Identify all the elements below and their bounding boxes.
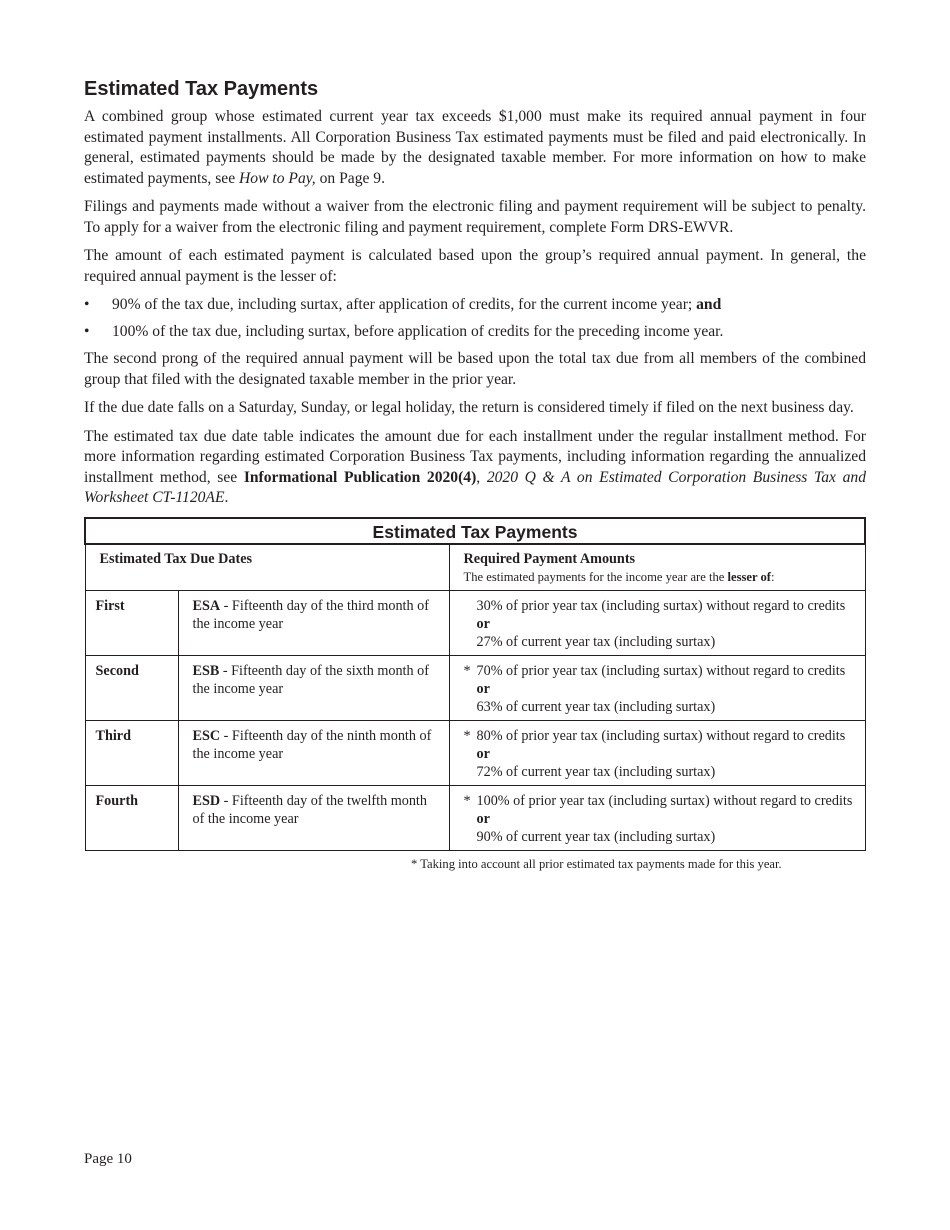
list-item-text: 90% of the tax due, including surtax, after application of credits, for the current income year;: [112, 296, 697, 313]
list-item-bold: and: [696, 296, 722, 313]
footnote-marker: *: [463, 662, 471, 679]
paragraph-required-payment: The amount of each estimated payment is calculated based upon the group’s required annual payment. In general, the required annual payment is the lesser of:: [84, 247, 866, 285]
paragraph-due-date: If the due date falls on a Saturday, Sunday, or legal holiday, the return is considered timely if filed on the next business day.: [84, 399, 854, 416]
subtitle-text: The estimated payments for the income year are the: [463, 569, 728, 584]
paragraph-text: on Page 9.: [315, 169, 385, 187]
installment-code: ESD: [192, 792, 221, 809]
paragraph-waiver: Filings and payments made without a waiver from the electronic filing and payment requirement will be subject to penalty. To apply for a waiver from the electronic filing and payment requirement, complete Form DRS-EWVR.: [84, 198, 866, 236]
amount-text-alt: 90% of current year tax (including surtax): [476, 828, 716, 845]
page-content: [84, 78, 866, 872]
amount-text: 100% of prior year tax (including surtax) without regard to credits: [476, 792, 853, 809]
due-date-cell: [178, 785, 449, 850]
due-date-text: - Fifteenth day of the ninth month of the income year: [192, 727, 432, 762]
table-row: [85, 785, 865, 850]
installment-label: Third: [85, 720, 178, 785]
amount-text-alt: 27% of current year tax (including surtax): [476, 633, 716, 650]
column-header-subtitle: [464, 568, 851, 586]
page-number: Page 10: [84, 1151, 132, 1167]
installment-code: ESB: [192, 662, 220, 679]
or-keyword: or: [476, 810, 490, 827]
column-header-payment-amounts: [449, 544, 865, 591]
subtitle-bold: lesser of: [727, 569, 771, 584]
table-footnote: * Taking into account all prior estimated tax payments made for this year.: [411, 856, 782, 871]
column-header-due-dates: Estimated Tax Due Dates: [85, 544, 449, 591]
table-row: [85, 655, 865, 720]
due-date-text: - Fifteenth day of the sixth month of the income year: [192, 662, 429, 697]
paragraph-second-prong: The second prong of the required annual payment will be based upon the total tax due from all members of the combined group that filed with the designated taxable member in the prior year.: [84, 350, 866, 388]
amount-text: 70% of prior year tax (including surtax) without regard to credits: [476, 662, 846, 679]
footnote-marker: *: [463, 792, 471, 809]
amount-text: 30% of prior year tax (including surtax) without regard to credits: [476, 597, 846, 614]
due-date-cell: [178, 655, 449, 720]
paragraph-estimated-intro: [84, 107, 866, 189]
footnote-marker: [464, 597, 477, 651]
installment-label: First: [85, 590, 178, 655]
table-row: [85, 590, 865, 655]
paragraph-text: A combined group whose estimated current year tax exceeds $1,000 must make its required annual payment in four estimated payment installments. All Corporation Business Tax estimated payments must be filed and paid electronically. In general, estimated payments should be made by the designated taxable member. For more information on how to make estimated payments, see: [84, 108, 866, 187]
publication-title: 2020 Q & A on Estimated Corporation Business Tax and Worksheet CT-1120AE: [84, 468, 867, 506]
installment-label: Second: [85, 655, 178, 720]
column-header-title: Required Payment Amounts: [463, 550, 636, 567]
payment-amount-cell: [449, 720, 865, 785]
or-keyword: or: [476, 680, 490, 697]
installment-code: ESC: [192, 727, 221, 744]
due-date-cell: [178, 720, 449, 785]
list-item-text: 100% of the tax due, including surtax, before application of credits for the preceding income year.: [112, 322, 724, 340]
estimated-tax-table: [84, 517, 866, 851]
table-row: [85, 720, 865, 785]
due-date-cell: [178, 590, 449, 655]
list-item: [84, 322, 866, 343]
payment-amount-cell: [449, 785, 865, 850]
paragraph-text: .: [224, 489, 229, 506]
payment-amount-cell: [449, 590, 865, 655]
required-payment-list: [84, 295, 866, 342]
publication-reference: Informational Publication 2020(4): [243, 468, 477, 486]
table-title: Estimated Tax Payments: [85, 518, 865, 544]
paragraph-text: ,: [476, 468, 487, 486]
payment-amount-cell: [449, 655, 865, 720]
or-keyword: or: [476, 615, 490, 632]
how-to-pay-reference: How to Pay,: [239, 169, 316, 187]
due-date-text: - Fifteenth day of the third month of the income year: [192, 597, 429, 632]
paragraph-installment-method: [84, 427, 866, 509]
installment-code: ESA: [192, 597, 221, 614]
due-date-text: - Fifteenth day of the twelfth month of the income year: [192, 792, 427, 827]
subtitle-text: :: [771, 569, 775, 584]
list-item: [84, 295, 866, 316]
or-keyword: or: [476, 745, 490, 762]
amount-text-alt: 72% of current year tax (including surtax): [476, 763, 716, 780]
paragraph-text: The estimated tax due date table indicates the amount due for each installment under the regular installment method. For more information regarding estimated Corporation Business Tax payments, including information regarding the annualized installment method, see: [84, 427, 866, 486]
installment-label: Fourth: [85, 785, 178, 850]
amount-text: 80% of prior year tax (including surtax) without regard to credits: [476, 727, 846, 744]
section-heading: Estimated Tax Payments: [84, 78, 319, 100]
footnote-marker: *: [463, 727, 471, 744]
amount-text-alt: 63% of current year tax (including surtax): [476, 698, 716, 715]
